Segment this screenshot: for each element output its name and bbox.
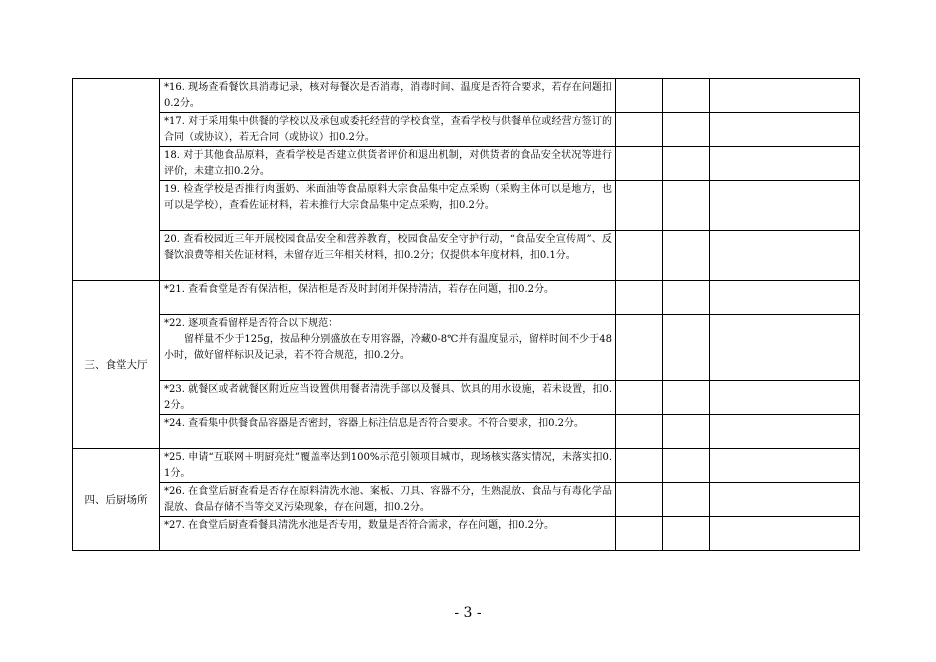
table-row xyxy=(73,79,860,113)
table-row xyxy=(73,113,860,147)
deduction-cell[interactable] xyxy=(663,315,710,381)
score-cell[interactable] xyxy=(616,181,663,231)
category-back-kitchen: 四、后厨场所 xyxy=(73,449,160,551)
inspection-table xyxy=(72,78,860,551)
score-cell[interactable] xyxy=(616,113,663,147)
score-cell[interactable] xyxy=(616,381,663,415)
score-cell[interactable] xyxy=(616,483,663,517)
page-number: - 3 - xyxy=(454,605,482,621)
deduction-cell[interactable] xyxy=(663,147,710,181)
remarks-cell[interactable] xyxy=(710,381,860,415)
table-row xyxy=(73,483,860,517)
score-cell[interactable] xyxy=(616,147,663,181)
table-row xyxy=(73,517,860,551)
item-22-cell xyxy=(160,315,616,381)
item-22-body: 留样量不少于125g，按品种分别盛放在专用容器，冷藏0-8℃并有温度显示，留样时间不少于48小时，做好留样标识及记录，若不符合规范，扣0.2分。 xyxy=(164,334,612,361)
remarks-cell[interactable] xyxy=(710,483,860,517)
deduction-cell[interactable] xyxy=(663,281,710,315)
score-cell[interactable] xyxy=(616,315,663,381)
item-25-text: *25. 申请“互联网＋明厨亮灶”覆盖率达到100%示范引领项目城市，现场核实落实情况，未落实扣0.1分。 xyxy=(160,449,616,483)
remarks-cell[interactable] xyxy=(710,315,860,381)
score-cell[interactable] xyxy=(616,449,663,483)
item-17-text: *17. 对于采用集中供餐的学校以及承包或委托经营的学校食堂，查看学校与供餐单位或经营方签订的合同（或协议），若无合同（或协议）扣0.2分。 xyxy=(160,113,616,147)
remarks-cell[interactable] xyxy=(710,181,860,231)
category-cell-empty xyxy=(73,79,160,281)
score-cell[interactable] xyxy=(616,281,663,315)
score-cell[interactable] xyxy=(616,415,663,449)
table-row xyxy=(73,181,860,231)
deduction-cell[interactable] xyxy=(663,517,710,551)
item-20-text: 20. 查看校园近三年开展校园食品安全和营养教育，校园食品安全守护行动，“食品安全宣传周”、反餐饮浪费等相关佐证材料，未留存近三年相关材料，扣0.2分；仅提供本年度材料，扣0.1分。 xyxy=(160,231,616,281)
remarks-cell[interactable] xyxy=(710,415,860,449)
item-24-text: *24. 查看集中供餐食品容器是否密封，容器上标注信息是否符合要求。不符合要求，扣0.2分。 xyxy=(160,415,616,449)
score-cell[interactable] xyxy=(616,79,663,113)
table-row xyxy=(73,315,860,381)
deduction-cell[interactable] xyxy=(663,79,710,113)
table-row xyxy=(73,415,860,449)
item-18-text: 18. 对于其他食品原料，查看学校是否建立供货者评价和退出机制，对供货者的食品安全状况等进行评价，未建立扣0.2分。 xyxy=(160,147,616,181)
item-26-text: *26. 在食堂后厨查看是否存在原料清洗水池、案板、刀具、容器不分，生熟混放、食品与有毒化学品混放、食品存储不当等交叉污染现象，存在问题，扣0.2分。 xyxy=(160,483,616,517)
deduction-cell[interactable] xyxy=(663,181,710,231)
remarks-cell[interactable] xyxy=(710,281,860,315)
score-cell[interactable] xyxy=(616,231,663,281)
table-row xyxy=(73,147,860,181)
item-22-title: *22. 逐项查看留样是否符合以下规范： xyxy=(164,318,339,329)
item-21-text: *21. 查看食堂是否有保洁柜，保洁柜是否及时封闭并保持清洁，若存在问题，扣0.2分。 xyxy=(160,281,616,315)
deduction-cell[interactable] xyxy=(663,415,710,449)
deduction-cell[interactable] xyxy=(663,381,710,415)
table-row xyxy=(73,381,860,415)
remarks-cell[interactable] xyxy=(710,79,860,113)
item-19-text: 19. 检查学校是否推行肉蛋奶、米面油等食品原料大宗食品集中定点采购（采购主体可以是地方，也可以是学校），查看佐证材料，若未推行大宗食品集中定点采购，扣0.2分。 xyxy=(160,181,616,231)
item-27-text: *27. 在食堂后厨查看餐具清洗水池是否专用，数量是否符合需求，存在问题，扣0.2分。 xyxy=(160,517,616,551)
remarks-cell[interactable] xyxy=(710,147,860,181)
table-row xyxy=(73,231,860,281)
item-23-text: *23. 就餐区或者就餐区附近应当设置供用餐者清洗手部以及餐具、饮具的用水设施，若未设置，扣0.2分。 xyxy=(160,381,616,415)
item-16-text: *16. 现场查看餐饮具消毒记录，核对每餐次是否消毒，消毒时间、温度是否符合要求，若存在问题扣0.2分。 xyxy=(160,79,616,113)
remarks-cell[interactable] xyxy=(710,231,860,281)
table-row xyxy=(73,281,860,315)
remarks-cell[interactable] xyxy=(710,113,860,147)
remarks-cell[interactable] xyxy=(710,449,860,483)
deduction-cell[interactable] xyxy=(663,231,710,281)
deduction-cell[interactable] xyxy=(663,483,710,517)
deduction-cell[interactable] xyxy=(663,449,710,483)
table-row xyxy=(73,449,860,483)
category-cafeteria-hall: 三、食堂大厅 xyxy=(73,281,160,449)
deduction-cell[interactable] xyxy=(663,113,710,147)
score-cell[interactable] xyxy=(616,517,663,551)
remarks-cell[interactable] xyxy=(710,517,860,551)
